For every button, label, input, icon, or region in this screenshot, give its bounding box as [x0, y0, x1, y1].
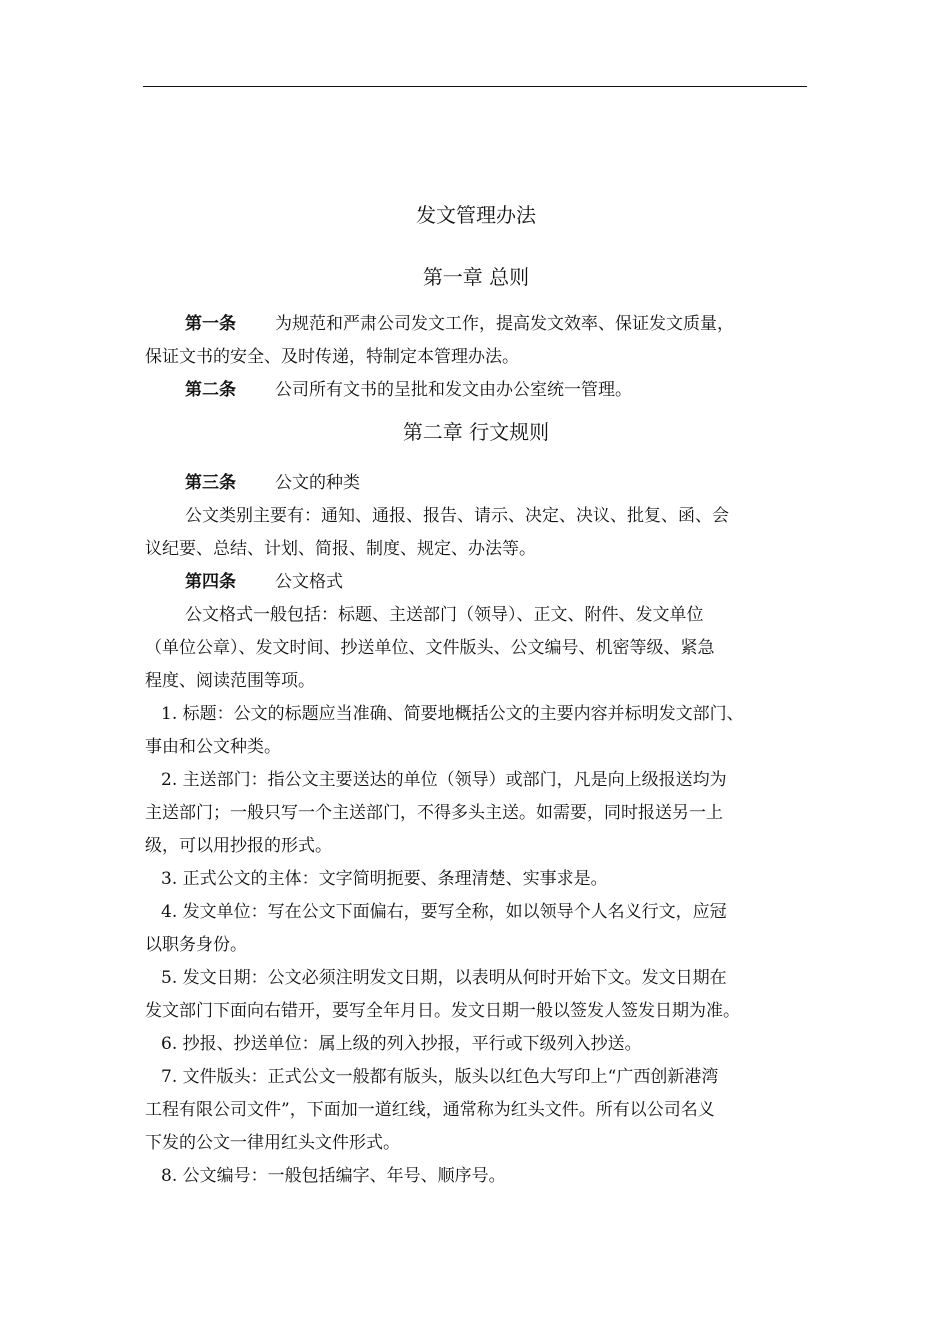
- article-4: [145, 566, 807, 599]
- article-4-body-line: 公文格式一般包括：标题、主送部门（领导）、正文、附件、发文单位: [185, 605, 704, 625]
- article-4-body-line: （单位公章）、发文时间、抄送单位、文件版头、公文编号、机密等级、紧急: [145, 638, 715, 658]
- article-3-label: 第三条: [185, 473, 236, 493]
- list-item-7: 7. 文件版头：正式公文一般都有版头，版头以红色大写印上“广西创新港湾: [161, 1067, 719, 1087]
- article-3-body-line: 议纪要、总结、计划、简报、制度、规定、办法等。: [145, 539, 536, 559]
- list-item-5-cont: 发文部门下面向右错开，要写全年月日。发文日期一般以签发人签发日期为准。: [145, 1001, 740, 1021]
- article-3-body-line: 公文类别主要有：通知、通报、报告、请示、决定、决议、批复、函、会: [185, 506, 729, 526]
- list-item-4: 4. 发文单位：写在公文下面偏右，要写全称，如以领导个人名义行文，应冠: [161, 902, 727, 922]
- article-1-label: 第一条: [185, 314, 236, 334]
- chapter-2-heading: 第二章 行文规则: [402, 420, 550, 444]
- list-item-7-cont: 下发的公文一律用红头文件形式。: [145, 1133, 400, 1153]
- article-1-text-cont: 保证文书的安全、及时传递，特制定本管理办法。: [145, 347, 519, 367]
- list-item-8: 8. 公文编号：一般包括编字、年号、顺序号。: [161, 1166, 506, 1186]
- chapter-1-heading: 第一章 总则: [422, 265, 530, 289]
- list-item-6: 6. 抄报、抄送单位：属上级的列入抄报，平行或下级列入抄送。: [161, 1034, 642, 1054]
- list-item-2-cont: 级，可以用抄报的形式。: [145, 836, 332, 856]
- article-3: [145, 467, 807, 500]
- list-item-4-cont: 以职务身份。: [145, 935, 247, 955]
- list-item-7-cont: 工程有限公司文件”，下面加一道红线，通常称为红头文件。所有以公司名义: [145, 1100, 715, 1120]
- list-item-2-cont: 主送部门；一般只写一个主送部门，不得多头主送。如需要，同时报送另一上: [145, 803, 723, 823]
- article-3-text: 公文的种类: [275, 473, 360, 493]
- header-rule: [143, 86, 807, 87]
- list-item-3: 3. 正式公文的主体：文字简明扼要、条理清楚、实事求是。: [161, 869, 608, 889]
- article-4-label: 第四条: [185, 572, 236, 592]
- list-item-1: 1. 标题：公文的标题应当准确、简要地概括公文的主要内容并标明发文部门、: [161, 704, 744, 724]
- article-4-body-line: 程度、阅读范围等项。: [145, 671, 315, 691]
- article-4-text: 公文格式: [275, 572, 343, 592]
- article-2: [145, 374, 807, 407]
- list-item-2: 2. 主送部门：指公文主要送达的单位（领导）或部门，凡是向上级报送均为: [161, 770, 727, 790]
- article-1-text: 为规范和严肃公司发文工作，提高发文效率、保证发文质量，: [275, 314, 734, 334]
- list-item-1-cont: 事由和公文种类。: [145, 737, 281, 757]
- article-1: [145, 308, 807, 341]
- article-2-label: 第二条: [185, 380, 236, 400]
- list-item-5: 5. 发文日期：公文必须注明发文日期，以表明从何时开始下文。发文日期在: [161, 968, 727, 988]
- article-2-text: 公司所有文书的呈批和发文由办公室统一管理。: [275, 380, 632, 400]
- document-title: 发文管理办法: [416, 203, 536, 227]
- document-body: [145, 200, 807, 1193]
